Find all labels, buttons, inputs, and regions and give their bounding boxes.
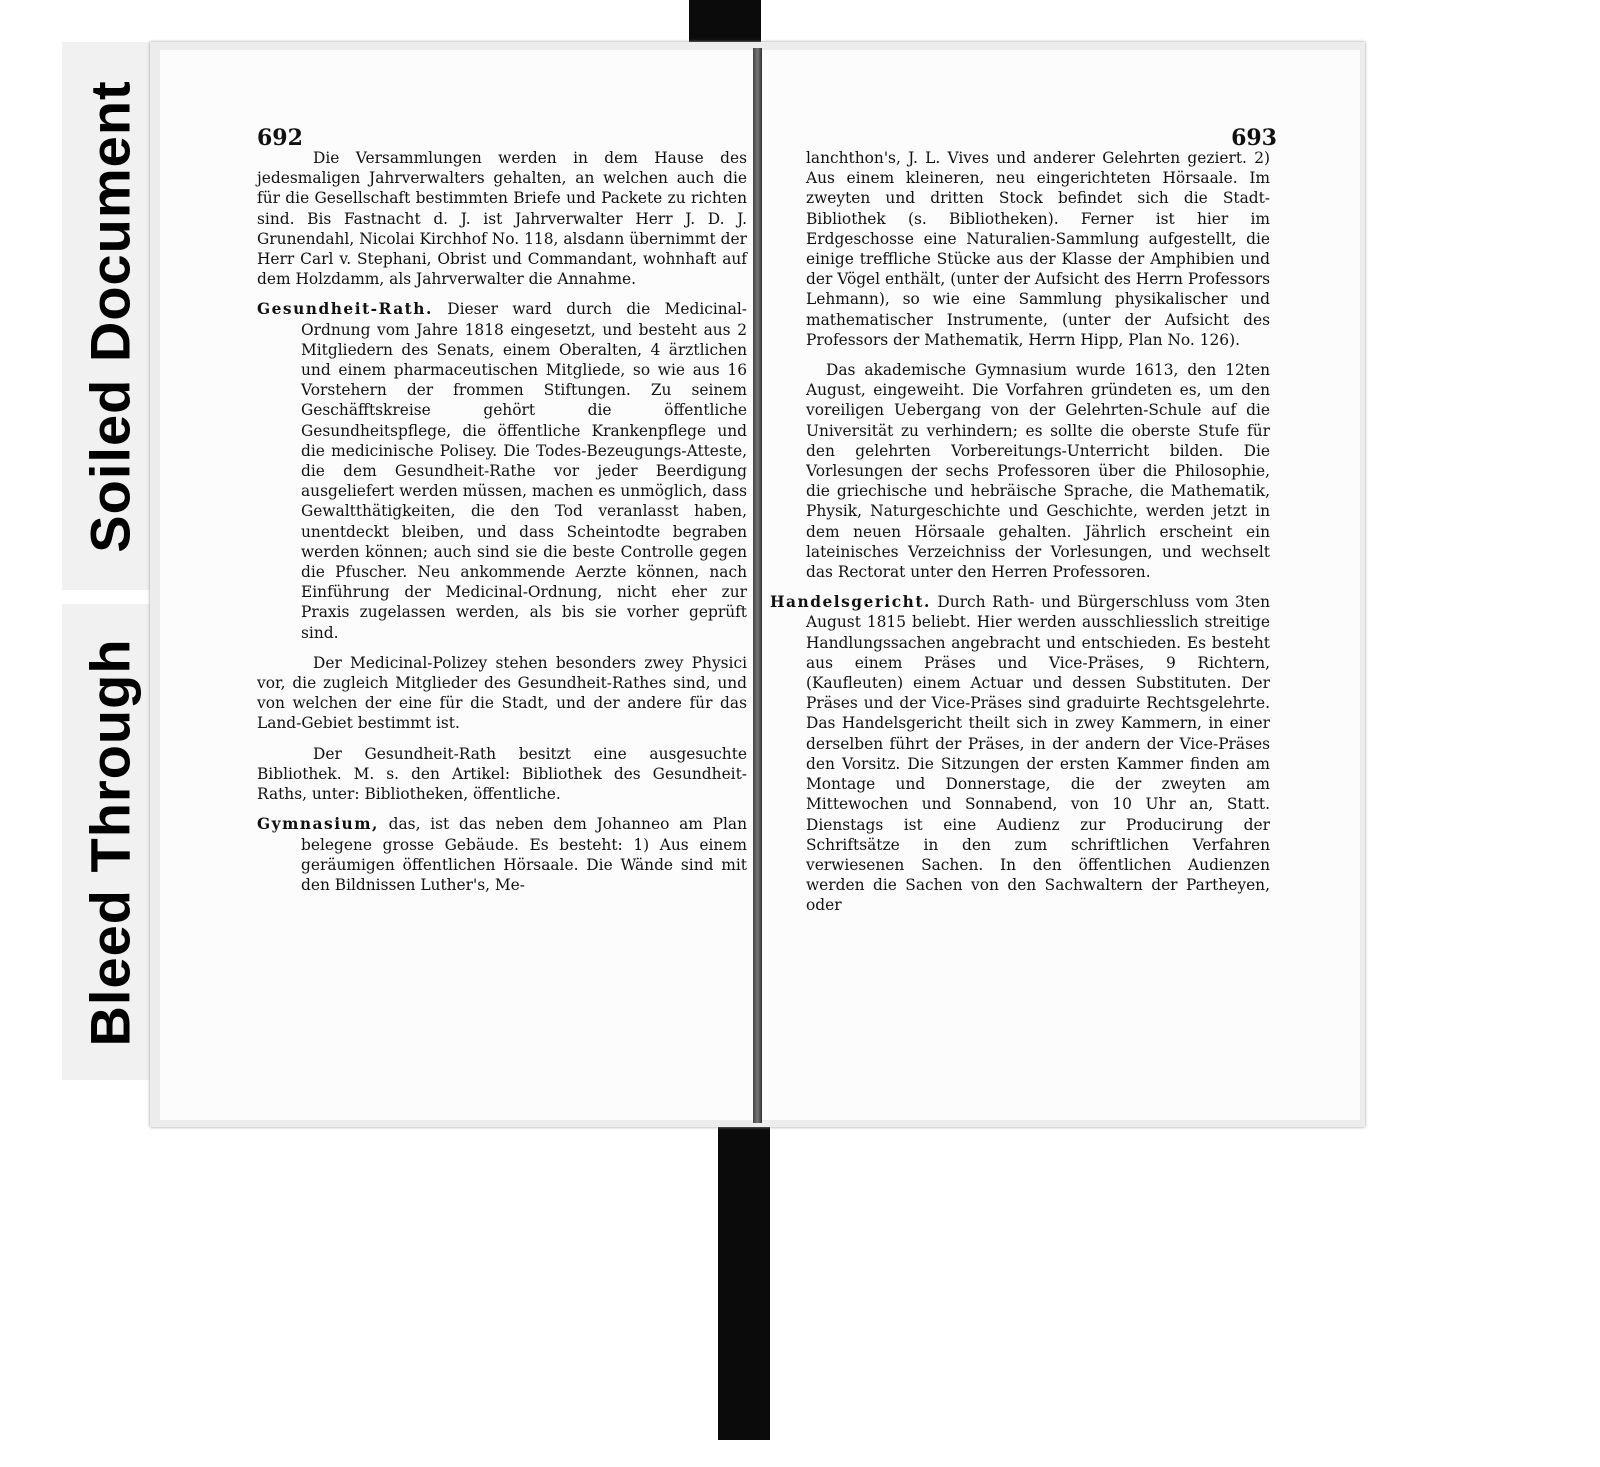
bleed-through-text: Bleed Through: [78, 637, 142, 1047]
binding-strip-bottom: [718, 1118, 770, 1440]
right-page-number: 693: [1231, 125, 1277, 151]
entry-body: Durch Rath- und Bürgerschluss vom 3ten August 1815 beliebt. Hier werden ausschliesslich streitige Handlungssachen angebracht und entschieden. Es besteht aus einem Präses und Vice-Präses, 9 Richtern, (Kaufleuten) einem Actuar und dessen Substituten. Der Präses und der Vice-Präses sind graduirte Rechtsgelehrte. Das Handelsgericht theilt sich in zwey Kammern, in einer derselben führt der Präses, in der andern der Vice-Präses den Vorsitz. Die Sitzungen der ersten Kammer finden am Montage und Donnerstage, die der zweyten am Mittewochen und Sonnabend, von 10 Uhr an, Statt. Dienstags ist eine Audienz zur Producirung der Schriftsätze in den zum schriftlichen Verfahren verwiesenen Sachen. In den öffentlichen Audienzen werden die Sachen von den Sachwaltern der Partheyen, oder: [806, 593, 1270, 915]
soiled-document-label: [62, 42, 158, 590]
left-page-text: [257, 148, 747, 905]
paragraph-versammlungen: Die Versammlungen werden in dem Hause des jedesmaligen Jahrverwalters gehalten, an welchen auch die für die Gesellschaft bestimmten Briefe und Packete zu richten sind. Bis Fastnacht d. J. ist Jahrverwalter Herr J. D. J. Grunendahl, Nicolai Kirchhof No. 118, alsdann übernimmt der Herr Carl v. Stephani, Obrist und Commandant, wohnhaft auf dem Holzdamm, als Jahrverwalter die Annahme.: [257, 149, 747, 289]
left-page-number: 692: [257, 125, 303, 151]
entry-heading: Gesundheit-Rath.: [257, 300, 433, 319]
right-page-text: [770, 148, 1270, 926]
entry-heading: Gymnasium,: [257, 815, 379, 834]
paragraph-akademisches-gymnasium: Das akademische Gymnasium wurde 1613, den 12ten August, eingeweiht. Die Vorfahren gründeten es, um den voreiligen Uebergang von der Gelehrten-Schule auf die Universität zu verhindern; es sollte die oberste Stufe für den gelehrten Vorbereitungs-Unterricht bilden. Die Vorlesungen der sechs Professoren über die Philosophie, die griechische und hebräische Sprache, die Mathematik, Physik, Naturgeschichte und Geschichte, werden jetzt in dem neuen Hörsaale gehalten. Jährlich erscheint ein lateinisches Verzeichniss der Vorlesungen, und wechselt das Rectorat unter den Herren Professoren.: [806, 361, 1270, 582]
left-page: [160, 50, 753, 1120]
paragraph-bibliothek: Der Gesundheit-Rath besitzt eine ausgesuchte Bibliothek. M. s. den Artikel: Bibliothek des Gesundheit-Raths, unter: Bibliotheken, öffentliche.: [257, 744, 747, 804]
bleed-through-label: [62, 604, 158, 1080]
entry-body: Dieser ward durch die Medicinal-Ordnung vom Jahre 1818 eingesetzt, und besteht aus 2 Mitgliedern des Senats, einem Oberalten, 4 ärztlichen und einem pharmaceutischen Mitgliede, so wie aus 16 Vorstehern der frommen Stiftungen. Zu seinem Geschäfftskreise gehört die öffentliche Gesundheitspflege, die öffentliche Krankenpflege und die medicinische Polisey. Die Todes-Bezeugungs-Atteste, die dem Gesundheit-Rathe vor jeder Beerdigung ausgeliefert werden müssen, machen es unmöglich, dass Gewaltthätigkeiten, die den Tod veranlasst haben, unentdeckt bleiben, und dass Scheintodte begraben werden können; auch sind sie die beste Controlle gegen die Pfuscher. Neu ankommende Aerzte können, nach Einführung der Medicinal-Ordnung, nicht eher zur Praxis zugelassen werden, als bis sie vorher geprüft sind.: [301, 300, 747, 642]
right-page: [762, 50, 1360, 1120]
soiled-document-text: Soiled Document: [78, 79, 142, 553]
entry-gymnasium: [257, 814, 747, 895]
paragraph-gymnasium-continued: lanchthon's, J. L. Vives und anderer Gelehrten geziert. 2) Aus einem kleineren, neu eingerichteten Hörsaale. Im zweyten und dritten Stock befindet sich die Stadt-Bibliothek (s. Bibliotheken). Ferner ist hier im Erdgeschosse eine Naturalien-Sammlung aufgestellt, die einige treffliche Stücke aus der Klasse der Amphibien und der Vögel enthält, (unter der Aufsicht des Herrn Professors Lehmann), so wie eine Sammlung physikalischer und mathematischer Instrumente, (unter der Aufsicht des Professors der Mathematik, Herrn Hipp, Plan No. 126).: [806, 149, 1270, 349]
entry-body: das, ist das neben dem Johanneo am Plan belegene grosse Gebäude. Es besteht: 1) Aus einem geräumigen öffentlichen Hörsaale. Die Wände sind mit den Bildnissen Luther's, Me-: [301, 815, 747, 894]
entry-gesundheit-rath: [257, 299, 747, 642]
entry-handelsgericht: [770, 592, 1270, 915]
book-spread: [150, 42, 1365, 1127]
book-gutter: [753, 48, 762, 1123]
entry-heading: Handelsgericht.: [770, 593, 931, 612]
paragraph-medicinal-polizey: Der Medicinal-Polizey stehen besonders zwey Physici vor, die zugleich Mitglieder des Gesundheit-Rathes sind, und von welchen der eine für die Stadt, und der andere für das Land-Gebiet bestimmt ist.: [257, 653, 747, 733]
